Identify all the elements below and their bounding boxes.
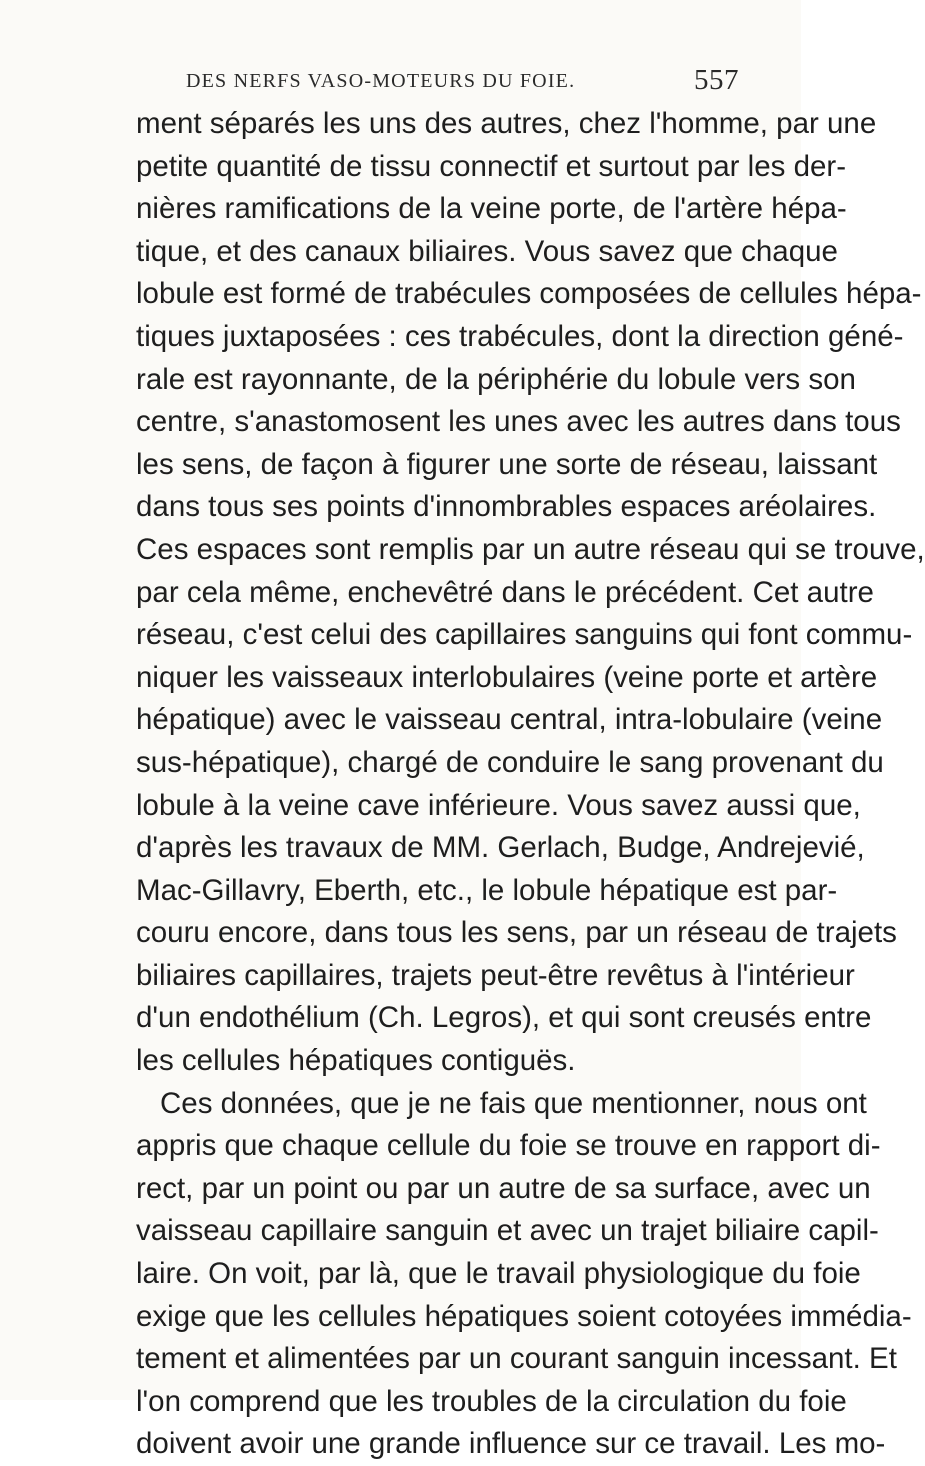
- text-line-paragraph-start: Ces données, que je ne fais que mentionner, nous ont: [160, 1086, 867, 1120]
- text-line: rale est rayonnante, de la périphérie du lobule vers son: [136, 362, 856, 396]
- text-line: Ces espaces sont remplis par un autre réseau qui se trouve,: [136, 532, 925, 566]
- text-line: doivent avoir une grande influence sur ce travail. Les mo-: [136, 1427, 886, 1461]
- text-line: sus-hépatique), chargé de conduire le sang provenant du: [136, 745, 884, 779]
- text-line: niquer les vaisseaux interlobulaires (veine porte et artère: [136, 660, 878, 694]
- text-line: dans tous ses points d'innombrables espaces aréolaires.: [136, 490, 877, 524]
- text-line: exige que les cellules hépatiques soient cotoyées immédia-: [136, 1299, 912, 1333]
- text-line: appris que chaque cellule du foie se trouve en rapport di-: [136, 1129, 881, 1163]
- text-line: l'on comprend que les troubles de la circulation du foie: [136, 1384, 847, 1418]
- text-line: vaisseau capillaire sanguin et avec un trajet biliaire capil-: [136, 1214, 879, 1248]
- text-line: lobule est formé de trabécules composées de cellules hépa-: [136, 277, 922, 311]
- text-line: d'après les travaux de MM. Gerlach, Budge, Andrejevié,: [136, 831, 865, 865]
- body-text: [136, 103, 925, 1466]
- text-line: petite quantité de tissu connectif et surtout par les der-: [136, 149, 847, 183]
- text-line: par cela même, enchevêtré dans le précédent. Cet autre: [136, 575, 874, 609]
- text-line-paragraph-end: les cellules hépatiques contiguës.: [136, 1044, 576, 1078]
- text-line: hépatique) avec le vaisseau central, intra-lobulaire (veine: [136, 703, 883, 737]
- text-line: lobule à la veine cave inférieure. Vous savez aussi que,: [136, 788, 861, 822]
- text-line: ment séparés les uns des autres, chez l'homme, par une: [136, 107, 877, 140]
- header-title: DES NERFS VASO-MOTEURS DU FOIE.: [186, 70, 576, 92]
- text-line: nières ramifications de la veine porte, de l'artère hépa-: [136, 192, 847, 226]
- text-line: réseau, c'est celui des capillaires sanguins qui font commu-: [136, 618, 913, 652]
- text-line: rect, par un point ou par un autre de sa surface, avec un: [136, 1171, 871, 1205]
- text-line: tement et alimentées par un courant sanguin incessant. Et: [136, 1342, 897, 1376]
- text-line: tiques juxtaposées : ces trabécules, dont la direction géné-: [136, 319, 904, 353]
- text-line: couru encore, dans tous les sens, par un réseau de trajets: [136, 916, 897, 950]
- text-line: d'un endothélium (Ch. Legros), et qui sont creusés entre: [136, 1001, 872, 1035]
- running-header: [150, 64, 750, 98]
- text-line: centre, s'anastomosent les unes avec les autres dans tous: [136, 405, 901, 439]
- text-line: Mac-Gillavry, Eberth, etc., le lobule hépatique est par-: [136, 873, 838, 907]
- text-line: tique, et des canaux biliaires. Vous savez que chaque: [136, 234, 838, 268]
- text-line: les sens, de façon à figurer une sorte de réseau, laissant: [136, 447, 878, 481]
- text-line: biliaires capillaires, trajets peut-être revêtus à l'intérieur: [136, 958, 855, 992]
- text-line: laire. On voit, par là, que le travail physiologique du foie: [136, 1257, 861, 1291]
- page-number: 557: [694, 64, 739, 96]
